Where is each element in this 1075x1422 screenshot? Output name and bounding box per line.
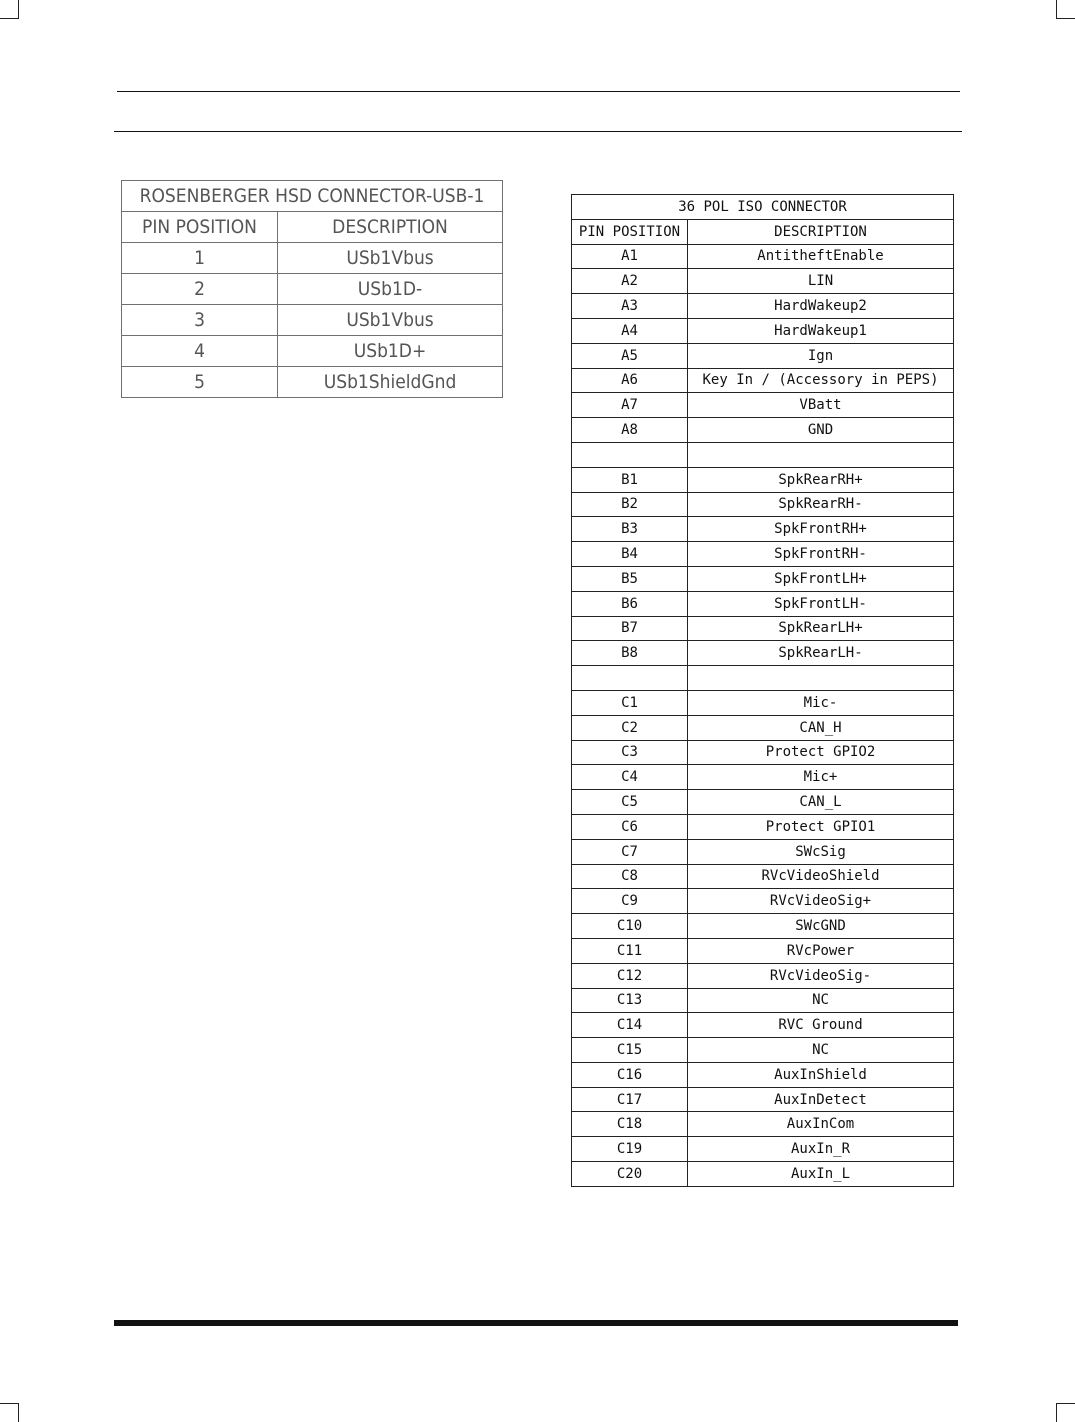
pin-position-cell: C13	[572, 988, 688, 1013]
pin-position-cell: 2	[122, 274, 278, 305]
pin-position-cell: B7	[572, 616, 688, 641]
description-cell: Key In / (Accessory in PEPS)	[688, 368, 954, 393]
pin-position-cell: C14	[572, 1013, 688, 1038]
pin-position-cell: C7	[572, 839, 688, 864]
table-title: 36 POL ISO CONNECTOR	[572, 195, 954, 220]
description-cell: NC	[688, 1038, 954, 1063]
table-row	[572, 418, 954, 443]
description-cell: SpkFrontRH+	[688, 517, 954, 542]
description-cell: USb1D-	[278, 274, 503, 305]
table-row	[122, 274, 503, 305]
table-row	[572, 591, 954, 616]
description-cell: SpkRearLH-	[688, 641, 954, 666]
table-row	[572, 963, 954, 988]
pin-position-cell: C2	[572, 715, 688, 740]
description-cell: GND	[688, 418, 954, 443]
description-cell: RVcVideoShield	[688, 864, 954, 889]
table-row	[572, 442, 954, 467]
table-row	[572, 492, 954, 517]
description-cell: Ign	[688, 343, 954, 368]
table-row	[572, 715, 954, 740]
description-cell: NC	[688, 988, 954, 1013]
crop-mark-top-right	[1056, 0, 1075, 19]
table-row	[572, 1038, 954, 1063]
table-row	[572, 666, 954, 691]
pin-position-cell: 4	[122, 336, 278, 367]
pin-position-cell: A7	[572, 393, 688, 418]
pin-position-cell: B6	[572, 591, 688, 616]
pin-position-cell: C8	[572, 864, 688, 889]
table-row	[572, 938, 954, 963]
description-cell: AntitheftEnable	[688, 244, 954, 269]
table-row	[572, 765, 954, 790]
pin-position-cell: C3	[572, 740, 688, 765]
crop-mark-top-left	[0, 0, 19, 19]
description-cell: CAN_H	[688, 715, 954, 740]
pin-position-cell: B2	[572, 492, 688, 517]
pin-position-cell: 5	[122, 367, 278, 398]
table-row	[572, 690, 954, 715]
table-row	[572, 393, 954, 418]
column-header-pin: PIN POSITION	[122, 212, 278, 243]
table-row	[572, 790, 954, 815]
column-header-description: DESCRIPTION	[278, 212, 503, 243]
table-row	[572, 467, 954, 492]
description-cell: SpkRearRH-	[688, 492, 954, 517]
table-title-row	[572, 195, 954, 220]
pin-position-cell: C5	[572, 790, 688, 815]
usb-connector-table	[121, 180, 503, 398]
footer-rule	[114, 1320, 958, 1326]
header-rule-lower	[114, 131, 962, 132]
pin-position-cell: C9	[572, 889, 688, 914]
pin-position-cell	[572, 442, 688, 467]
table-row	[572, 294, 954, 319]
pin-position-cell: C15	[572, 1038, 688, 1063]
pin-position-cell: B3	[572, 517, 688, 542]
pin-position-cell: A5	[572, 343, 688, 368]
pin-position-cell: B8	[572, 641, 688, 666]
header-rule-upper	[117, 91, 960, 92]
description-cell: Mic-	[688, 690, 954, 715]
description-cell: RVcVideoSig+	[688, 889, 954, 914]
pin-position-cell: B5	[572, 566, 688, 591]
pin-position-cell: A1	[572, 244, 688, 269]
description-cell	[688, 666, 954, 691]
description-cell: Protect GPIO2	[688, 740, 954, 765]
pin-position-cell	[572, 666, 688, 691]
table-row	[572, 988, 954, 1013]
table-row	[572, 889, 954, 914]
description-cell: RVC Ground	[688, 1013, 954, 1038]
table-row	[572, 641, 954, 666]
table-row	[122, 305, 503, 336]
description-cell: USb1ShieldGnd	[278, 367, 503, 398]
pin-position-cell: A3	[572, 294, 688, 319]
description-cell: Protect GPIO1	[688, 814, 954, 839]
pin-position-cell: C16	[572, 1062, 688, 1087]
column-header-pin: PIN POSITION	[572, 219, 688, 244]
table-header-row	[572, 219, 954, 244]
description-cell: SpkFrontLH+	[688, 566, 954, 591]
pin-position-cell: B4	[572, 542, 688, 567]
description-cell: CAN_L	[688, 790, 954, 815]
pin-position-cell: C10	[572, 914, 688, 939]
table-row	[572, 814, 954, 839]
table-title-row	[122, 181, 503, 212]
description-cell: RVcPower	[688, 938, 954, 963]
description-cell: SWcSig	[688, 839, 954, 864]
table-row	[572, 542, 954, 567]
pin-position-cell: B1	[572, 467, 688, 492]
table-row	[572, 517, 954, 542]
description-cell: LIN	[688, 269, 954, 294]
iso-connector-table	[571, 194, 954, 1187]
table-row	[122, 336, 503, 367]
pin-position-cell: C17	[572, 1087, 688, 1112]
description-cell: SpkFrontRH-	[688, 542, 954, 567]
table-row	[572, 1112, 954, 1137]
description-cell: HardWakeup1	[688, 318, 954, 343]
table-row	[572, 566, 954, 591]
table-row	[572, 914, 954, 939]
pin-position-cell: 1	[122, 243, 278, 274]
description-cell: AuxInCom	[688, 1112, 954, 1137]
description-cell: AuxInDetect	[688, 1087, 954, 1112]
table-row	[572, 864, 954, 889]
table-row	[572, 343, 954, 368]
table-row	[572, 839, 954, 864]
description-cell: USb1Vbus	[278, 243, 503, 274]
description-cell: SpkFrontLH-	[688, 591, 954, 616]
description-cell: SWcGND	[688, 914, 954, 939]
table-row	[572, 318, 954, 343]
table-row	[572, 616, 954, 641]
crop-mark-bottom-left	[0, 1403, 19, 1422]
table-row	[572, 1087, 954, 1112]
pin-position-cell: A4	[572, 318, 688, 343]
table-row	[572, 1013, 954, 1038]
table-header-row	[122, 212, 503, 243]
table-row	[572, 1162, 954, 1187]
pin-position-cell: C6	[572, 814, 688, 839]
table-title: ROSENBERGER HSD CONNECTOR-USB-1	[122, 181, 503, 212]
pin-position-cell: C11	[572, 938, 688, 963]
description-cell: SpkRearLH+	[688, 616, 954, 641]
column-header-description: DESCRIPTION	[688, 219, 954, 244]
pin-position-cell: A8	[572, 418, 688, 443]
description-cell: AuxInShield	[688, 1062, 954, 1087]
description-cell: SpkRearRH+	[688, 467, 954, 492]
pin-position-cell: A6	[572, 368, 688, 393]
pin-position-cell: C4	[572, 765, 688, 790]
table-row	[572, 368, 954, 393]
pin-position-cell: 3	[122, 305, 278, 336]
description-cell: AuxIn_L	[688, 1162, 954, 1187]
description-cell	[688, 442, 954, 467]
description-cell: AuxIn_R	[688, 1137, 954, 1162]
pin-position-cell: C12	[572, 963, 688, 988]
table-row	[572, 269, 954, 294]
pin-position-cell: C1	[572, 690, 688, 715]
table-row	[572, 1062, 954, 1087]
pin-position-cell: C20	[572, 1162, 688, 1187]
pin-position-cell: A2	[572, 269, 688, 294]
pin-position-cell: C18	[572, 1112, 688, 1137]
description-cell: HardWakeup2	[688, 294, 954, 319]
description-cell: USb1D+	[278, 336, 503, 367]
table-row	[122, 367, 503, 398]
table-row	[572, 740, 954, 765]
table-row	[572, 1137, 954, 1162]
table-row	[572, 244, 954, 269]
pin-position-cell: C19	[572, 1137, 688, 1162]
table-row	[122, 243, 503, 274]
description-cell: Mic+	[688, 765, 954, 790]
crop-mark-bottom-right	[1056, 1403, 1075, 1422]
description-cell: VBatt	[688, 393, 954, 418]
description-cell: USb1Vbus	[278, 305, 503, 336]
description-cell: RVcVideoSig-	[688, 963, 954, 988]
